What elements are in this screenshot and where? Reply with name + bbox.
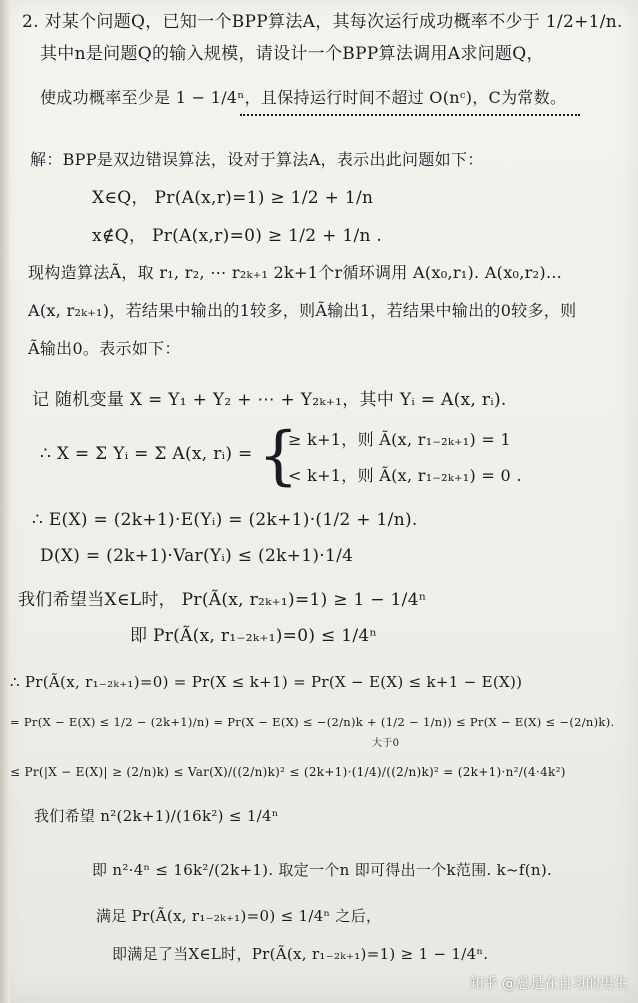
sum-lhs: ∴ X = Σ Yᵢ = Σ A(x, rᵢ) =: [40, 444, 253, 464]
construct-line-3: Ã输出0。表示如下：: [28, 339, 181, 358]
conclude-line-2: 满足 Pr(Ã(x, r₁₋₂ₖ₊₁)=0) ≤ 1/4ⁿ 之后，: [96, 907, 382, 925]
derive-note: 大于0: [372, 738, 400, 749]
derive-line-1: ∴ Pr(Ã(x, r₁₋₂ₖ₊₁)=0) = Pr(X ≤ k+1) = Pr(X − E(X) ≤ k+1 − E(X)): [10, 673, 523, 691]
case-1: ≥ k+1，则 Ã(x, r₁₋₂ₖ₊₁) = 1: [288, 430, 511, 449]
derive-line-3: ≤ Pr(|X − E(X)| ≥ (2/n)k) ≤ Var(X)/((2/n)k)² ≤ (2k+1)·(1/4)/((2/n)k)² = (2k+1)·n²/(4·4k²): [10, 765, 566, 779]
solution-intro: 解：BPP是双边错误算法，设对于算法A，表示出此问题如下：: [30, 150, 484, 169]
case-2: < k+1，则 Ã(x, r₁₋₂ₖ₊₁) = 0 .: [288, 466, 522, 485]
expectation: ∴ E(X) = (2k+1)·E(Yᵢ) = (2k+1)·(1/2 + 1/n).: [32, 510, 418, 530]
def-in-q: X∈Q， Pr(A(x,r)=1) ≥ 1/2 + 1/n: [92, 188, 374, 208]
zhihu-watermark: 知乎 @总是在自习的男生: [469, 976, 628, 992]
construct-line-2: A(x, r₂ₖ₊₁)，若结果中输出的1较多，则Ã输出1，若结果中输出的0较多，则: [28, 301, 577, 320]
def-not-in-q: x∉Q， Pr(A(x,r)=0) ≥ 1/2 + 1/n .: [92, 226, 383, 246]
paper-edge: [0, 0, 10, 1003]
problem-line-2: 其中n是问题Q的输入规模，请设计一个BPP算法调用A求问题Q，: [40, 44, 544, 64]
hope-line-2: 即 Pr(Ã(x, r₁₋₂ₖ₊₁)=0) ≤ 1/4ⁿ: [130, 626, 378, 646]
hope-line-1: 我们希望当X∈L时， Pr(Ã(x, r₂ₖ₊₁)=1) ≥ 1 − 1/4ⁿ: [18, 590, 427, 610]
random-variable: 记 随机变量 X = Y₁ + Y₂ + ⋯ + Y₂ₖ₊₁，其中 Yᵢ = A(x, rᵢ).: [32, 390, 507, 410]
conclude-line-1: 即 n²·4ⁿ ≤ 16k²/(2k+1). 取定一个n 即可得出一个k范围. k~f(n).: [92, 861, 553, 879]
problem-underline: [240, 108, 580, 116]
variance: D(X) = (2k+1)·Var(Yᵢ) ≤ (2k+1)·1/4: [40, 546, 354, 566]
problem-line-1: 2. 对某个问题Q，已知一个BPP算法A，其每次运行成功概率不少于 1/2+1/n.: [22, 12, 623, 32]
derive-line-2: = Pr(X − E(X) ≤ 1/2 − (2k+1)/n) = Pr(X − E(X) ≤ −(2/n)k + (1/2 − 1/n)) ≤ Pr(X − E(X) ≤ −(2/n)k).: [10, 715, 615, 729]
conclude-line-3: 即满足了当X∈L时，Pr(Ã(x, r₁₋₂ₖ₊₁)=1) ≥ 1 − 1/4ⁿ.: [112, 945, 489, 963]
problem-line-3: 使成功概率至少是 1 − 1/4ⁿ，且保持运行时间不超过 O(nᶜ)，C为常数。: [40, 88, 567, 107]
construct-line-1: 现构造算法Ã，取 r₁, r₂, ⋯ r₂ₖ₊₁ 2k+1个r循环调用 A(x₀,r₁). A(x₀,r₂)…: [28, 263, 563, 282]
hope-line-3: 我们希望 n²(2k+1)/(16k²) ≤ 1/4ⁿ: [34, 807, 279, 825]
cases-brace: {: [258, 419, 299, 493]
